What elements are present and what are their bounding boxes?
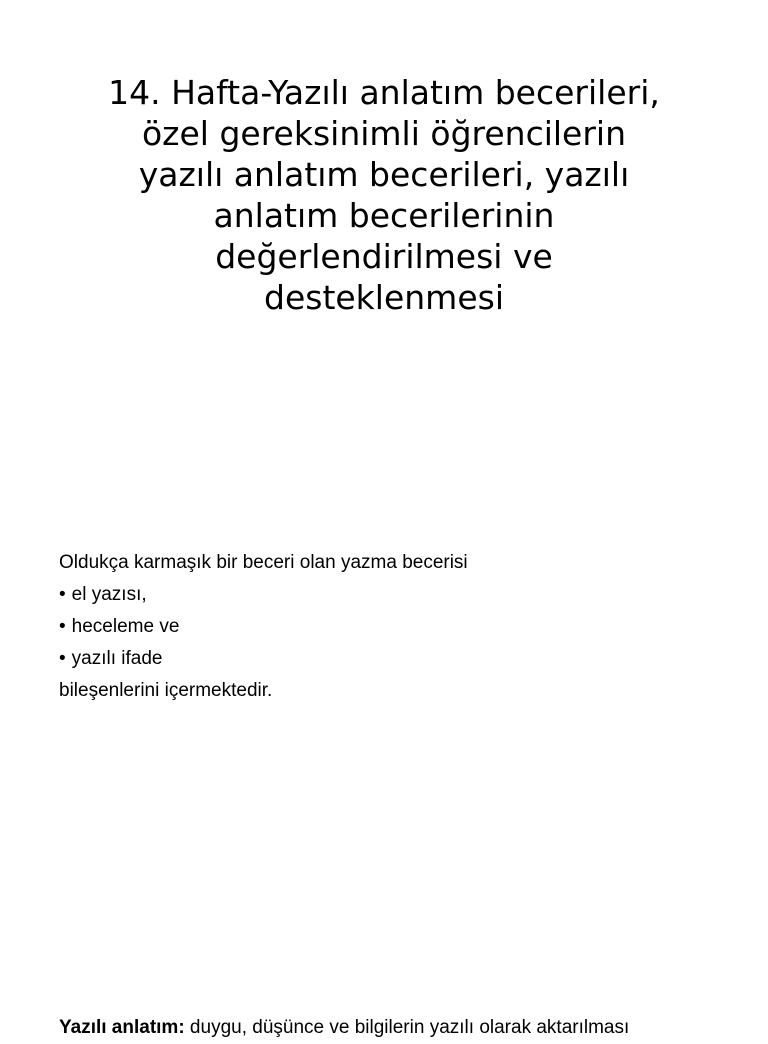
slide-title: 14. Hafta-Yazılı anlatım becerileri, özel gereksinimli öğrencilerin yazılı anlatım becerileri, yazılı anlatım becerilerinin değerlendirilmesi ve desteklenmesi (108, 73, 660, 317)
list-item (59, 579, 719, 611)
list-item (59, 643, 719, 675)
slide-body (59, 547, 719, 707)
bullet-icon: • (59, 648, 66, 669)
bullet-text: heceleme ve (71, 616, 180, 637)
bullet-text: yazılı ifade (71, 648, 163, 669)
intro-text: Oldukça karmaşık bir beceri olan yazma becerisi (59, 552, 468, 573)
bullet-icon: • (59, 584, 66, 605)
bullet-list (59, 579, 719, 675)
next-slide-partial-text (59, 1012, 679, 1044)
definition-text: duygu, düşünce ve bilgilerin yazılı olarak aktarılması (184, 1017, 630, 1038)
bullet-text: el yazısı, (71, 584, 147, 605)
bullet-icon: • (59, 616, 66, 637)
outro-text: bileşenlerini içermektedir. (59, 680, 273, 701)
bold-term: Yazılı anlatım: (59, 1017, 185, 1038)
list-item (59, 611, 719, 643)
